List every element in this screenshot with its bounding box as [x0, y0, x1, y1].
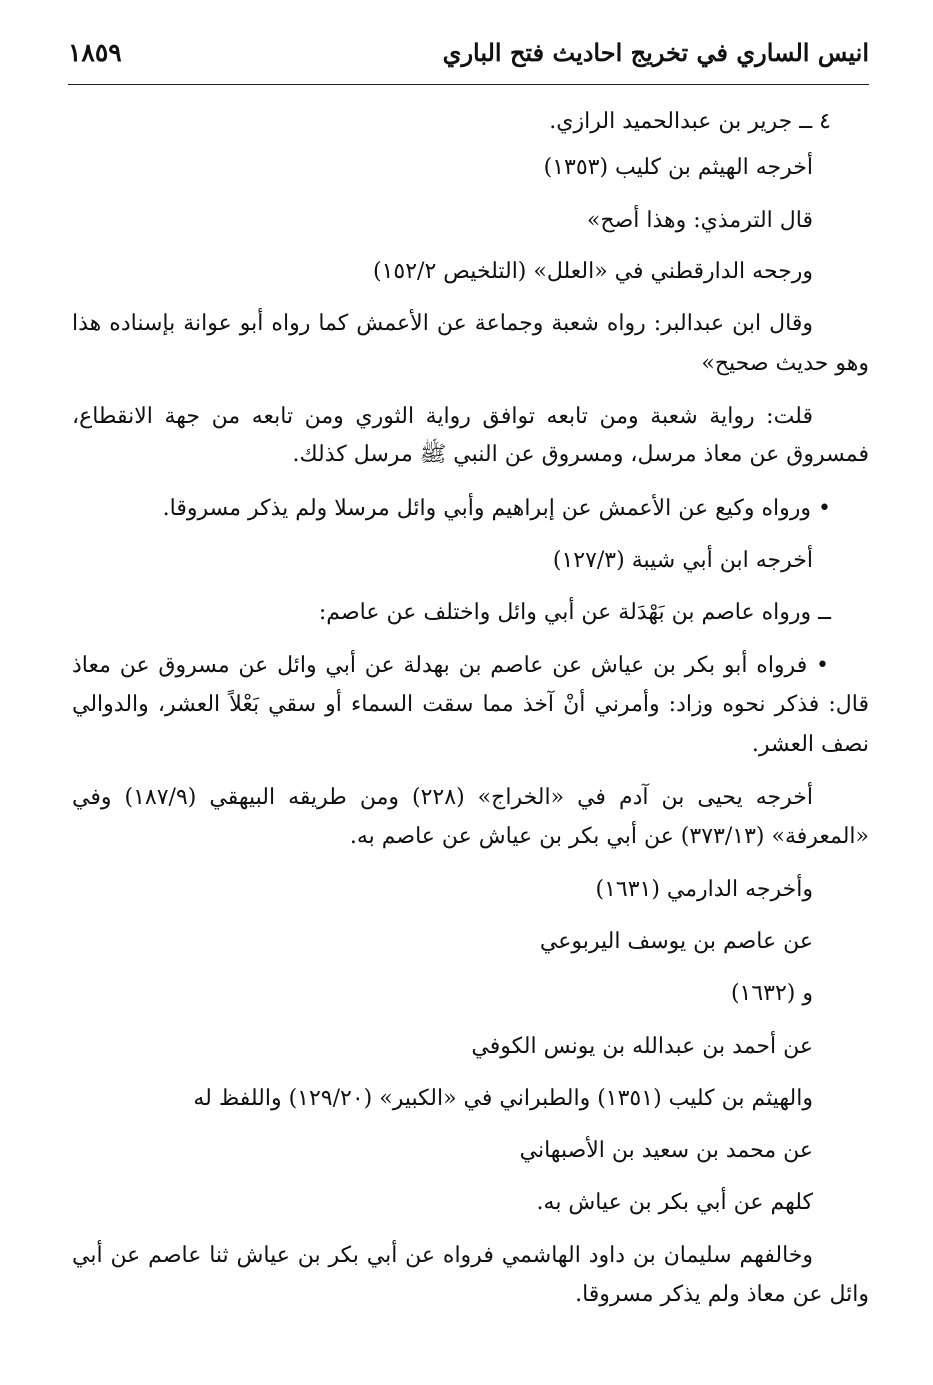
text-line: • ورواه وكيع عن الأعمش عن إبراهيم وأبي وائل مرسلا ولم يذكر مسروقا. [162, 496, 831, 521]
text-line: «المعرفة» (٣٧٣/١٣) عن أبي بكر بن عياش عن عاصم به. [349, 824, 869, 849]
text-line: عن أحمد بن عبدالله بن يونس الكوفي [471, 1034, 813, 1059]
text-line: وائل عن معاذ ولم يذكر مسروقا. [575, 1282, 869, 1307]
text-line: وهو حديث صحيح» [701, 351, 869, 376]
text-line: ــ ورواه عاصم بن بَهْدَلة عن أبي وائل واختلف عن عاصم: [318, 600, 831, 625]
page-number: ١٨٥٩ [68, 38, 122, 67]
text-line: قال: فذكر نحوه وزاد: وأمرني أنْ آخذ مما سقت السماء أو سقي بَعْلاً العشر، والدوالي [72, 692, 869, 717]
text-line: نصف العشر. [751, 732, 869, 757]
text-line: عن محمد بن سعيد بن الأصبهاني [519, 1138, 813, 1163]
text-line: • فرواه أبو بكر بن عياش عن عاصم بن بهدلة عن أبي وائل عن مسروق عن معاذ [72, 653, 829, 678]
text-line: عن عاصم بن يوسف اليربوعي [539, 929, 813, 954]
text-line: قال الترمذي: وهذا أصح» [586, 208, 813, 233]
text-line: كلهم عن أبي بكر بن عياش به. [536, 1190, 813, 1215]
text-line: فمسروق عن معاذ مرسل، ومسروق عن النبي ﷺ مرسل كذلك. [292, 442, 869, 467]
text-line: وخالفهم سليمان بن داود الهاشمي فرواه عن أبي بكر بن عياش ثنا عاصم عن أبي [72, 1243, 813, 1268]
text-line: وأخرجه الدارمي (١٦٣١) [595, 877, 813, 902]
text-line: أخرجه الهيثم بن كليب (١٣٥٣) [543, 155, 813, 180]
page-header [68, 38, 869, 78]
header-rule [68, 84, 869, 85]
text-line: و (١٦٣٢) [730, 981, 813, 1006]
text-line: والهيثم بن كليب (١٣٥١) والطبراني في «الكبير» (١٢٩/٢٠) واللفظ له [193, 1086, 813, 1111]
text-line: ورجحه الدارقطني في «العلل» (التلخيص ١٥٢/٢) [373, 259, 813, 284]
text-line: أخرجه يحيى بن آدم في «الخراج» (٢٢٨) ومن طريقه البيهقي (١٨٧/٩) وفي [72, 785, 813, 810]
text-line: أخرجه ابن أبي شيبة (١٢٧/٣) [552, 548, 813, 573]
text-line: ٤ ــ جرير بن عبدالحميد الرازي. [549, 109, 831, 134]
running-title: انيس الساري في تخريج احاديث فتح الباري [442, 38, 869, 67]
text-line: وقال ابن عبدالبر: رواه شعبة وجماعة عن الأعمش كما رواه أبو عوانة بإسناده هذا [72, 311, 813, 336]
text-line: قلت: رواية شعبة ومن تابعه توافق رواية الثوري ومن تابعه من جهة الانقطاع، [72, 404, 813, 429]
